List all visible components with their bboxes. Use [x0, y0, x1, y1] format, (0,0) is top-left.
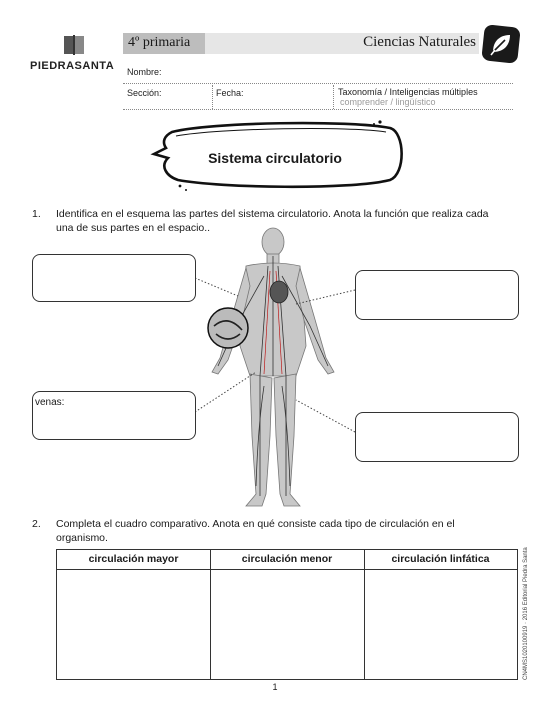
table-header: circulación menor	[210, 550, 364, 570]
taxonomy-value: comprender / lingüístico	[340, 97, 436, 107]
question-number: 2.	[32, 518, 41, 530]
answer-box-top-left[interactable]	[32, 254, 196, 302]
veins-label: venas:	[35, 397, 65, 408]
side-note: CN4MS1020100919 · 2016 Editorial Piedra Santa	[523, 547, 529, 680]
table-cell[interactable]	[57, 570, 210, 678]
answer-box-top-right[interactable]	[355, 270, 519, 320]
answer-box-veins[interactable]	[32, 391, 196, 440]
answer-box-bottom-right[interactable]	[355, 412, 519, 462]
brand-logo: PIEDRASANTA	[30, 60, 115, 72]
table-header: circulación mayor	[57, 550, 210, 570]
circulatory-diagram	[198, 226, 348, 510]
section-line	[123, 109, 513, 110]
question-number: 1.	[32, 208, 41, 220]
table-cell[interactable]	[365, 570, 517, 678]
page-number: 1	[272, 682, 278, 692]
leaf-icon	[487, 30, 515, 58]
question-text	[56, 517, 526, 545]
divider	[333, 85, 334, 109]
subject-title: Ciencias Naturales	[363, 34, 476, 50]
book-icon	[62, 34, 86, 56]
question-line: organismo.	[56, 532, 108, 544]
page-title: Sistema circulatorio	[208, 150, 342, 166]
date-label: Fecha:	[216, 88, 244, 98]
question-line: Identifica en el esquema las partes del sistema circulatorio. Anota la función que realiza cada	[56, 208, 489, 220]
section-label: Sección:	[127, 88, 162, 98]
question-line: Completa el cuadro comparativo. Anota en qué consiste cada tipo de circulación en el	[56, 518, 455, 530]
divider	[212, 85, 213, 109]
name-label: Nombre:	[127, 67, 162, 77]
table-cell[interactable]	[211, 570, 364, 678]
question-line: una de sus partes en el espacio..	[56, 222, 211, 234]
comparison-table	[56, 549, 518, 680]
grade-label: 4º primaria	[128, 35, 191, 50]
taxonomy-label: Taxonomía / Inteligencias múltiples	[338, 87, 478, 97]
table-header: circulación linfática	[364, 550, 517, 570]
name-line	[123, 83, 513, 84]
